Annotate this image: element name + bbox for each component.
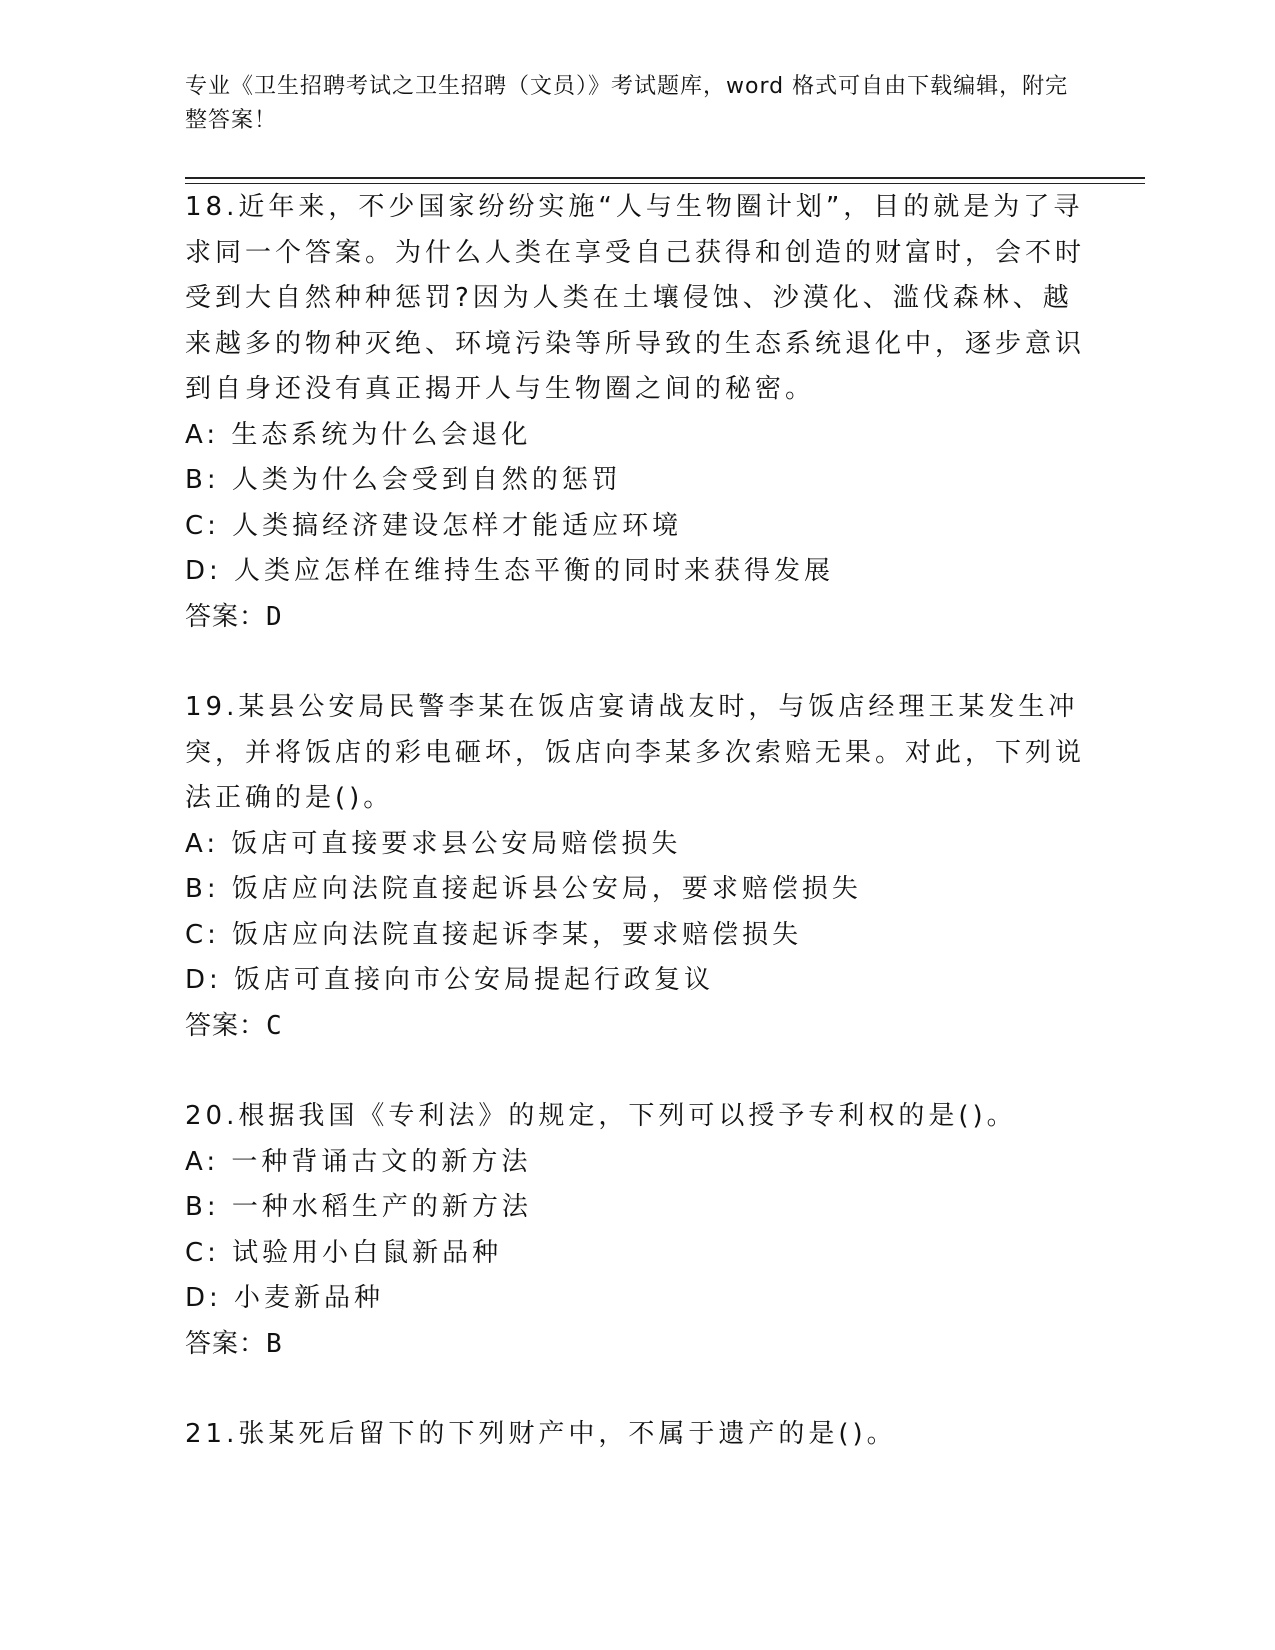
answer-value: D	[266, 601, 283, 632]
option-c: C: 试验用小白鼠新品种	[185, 1237, 503, 1268]
option-b: B: 人类为什么会受到自然的惩罚	[185, 465, 622, 495]
answer-label: 答案：	[185, 1328, 267, 1359]
option-c: C: 人类搞经济建设怎样才能适应环境	[185, 510, 683, 541]
answer-line	[185, 595, 1085, 641]
header-text: 专业《卫生招聘考试之卫生招聘（文员）》考试题库，word 格式可自由下载编辑，附完整答案！	[185, 74, 1069, 133]
question-19	[185, 685, 1085, 1049]
question-text: 19.某县公安局民警李某在饭店宴请战友时，与饭店经理王某发生冲突，并将饭店的彩电砸坏，饭店向李某多次索赔无果。对此，下列说法正确的是()。	[185, 692, 1086, 813]
header-divider-thick	[185, 177, 1145, 179]
option-a: A: 饭店可直接要求县公安局赔偿损失	[185, 828, 682, 859]
question-18	[185, 185, 1085, 640]
question-list	[185, 185, 1085, 1503]
question-20	[185, 1094, 1085, 1367]
answer-value: C	[266, 1010, 283, 1041]
question-text: 21.张某死后留下的下列财产中，不属于遗产的是()。	[185, 1419, 897, 1449]
option-d: D: 小麦新品种	[185, 1283, 385, 1313]
option-c: C: 饭店应向法院直接起诉李某，要求赔偿损失	[185, 919, 803, 950]
question-text: 20.根据我国《专利法》的规定，下列可以授予专利权的是()。	[185, 1101, 1017, 1131]
option-d: D: 饭店可直接向市公安局提起行政复议	[185, 965, 715, 995]
option-a: A: 一种背诵古文的新方法	[185, 1146, 532, 1177]
answer-line	[185, 1004, 1085, 1050]
question-text: 18.近年来，不少国家纷纷实施“人与生物圈计划”，目的就是为了寻求同一个答案。为什么人类在享受自己获得和创造的财富时，会不时受到大自然种种惩罚?因为人类在土壤侵蚀、沙漠化、滥伐森林、越来越多的物种灭绝、环境污染等所导致的生态系统退化中，逐步意识到自身还没有真正揭开人与生物圈之间的秘密。	[185, 192, 1086, 404]
header-divider-thin	[185, 183, 1145, 184]
option-a: A: 生态系统为什么会退化	[185, 419, 532, 450]
document-header	[185, 70, 1085, 138]
answer-label: 答案：	[185, 1010, 267, 1041]
option-d: D: 人类应怎样在维持生态平衡的同时来获得发展	[185, 556, 835, 586]
answer-line	[185, 1322, 1085, 1368]
option-b: B: 一种水稻生产的新方法	[185, 1192, 532, 1222]
option-b: B: 饭店应向法院直接起诉县公安局，要求赔偿损失	[185, 874, 862, 904]
answer-value: B	[266, 1328, 283, 1359]
answer-label: 答案：	[185, 601, 267, 632]
question-21	[185, 1412, 1085, 1458]
